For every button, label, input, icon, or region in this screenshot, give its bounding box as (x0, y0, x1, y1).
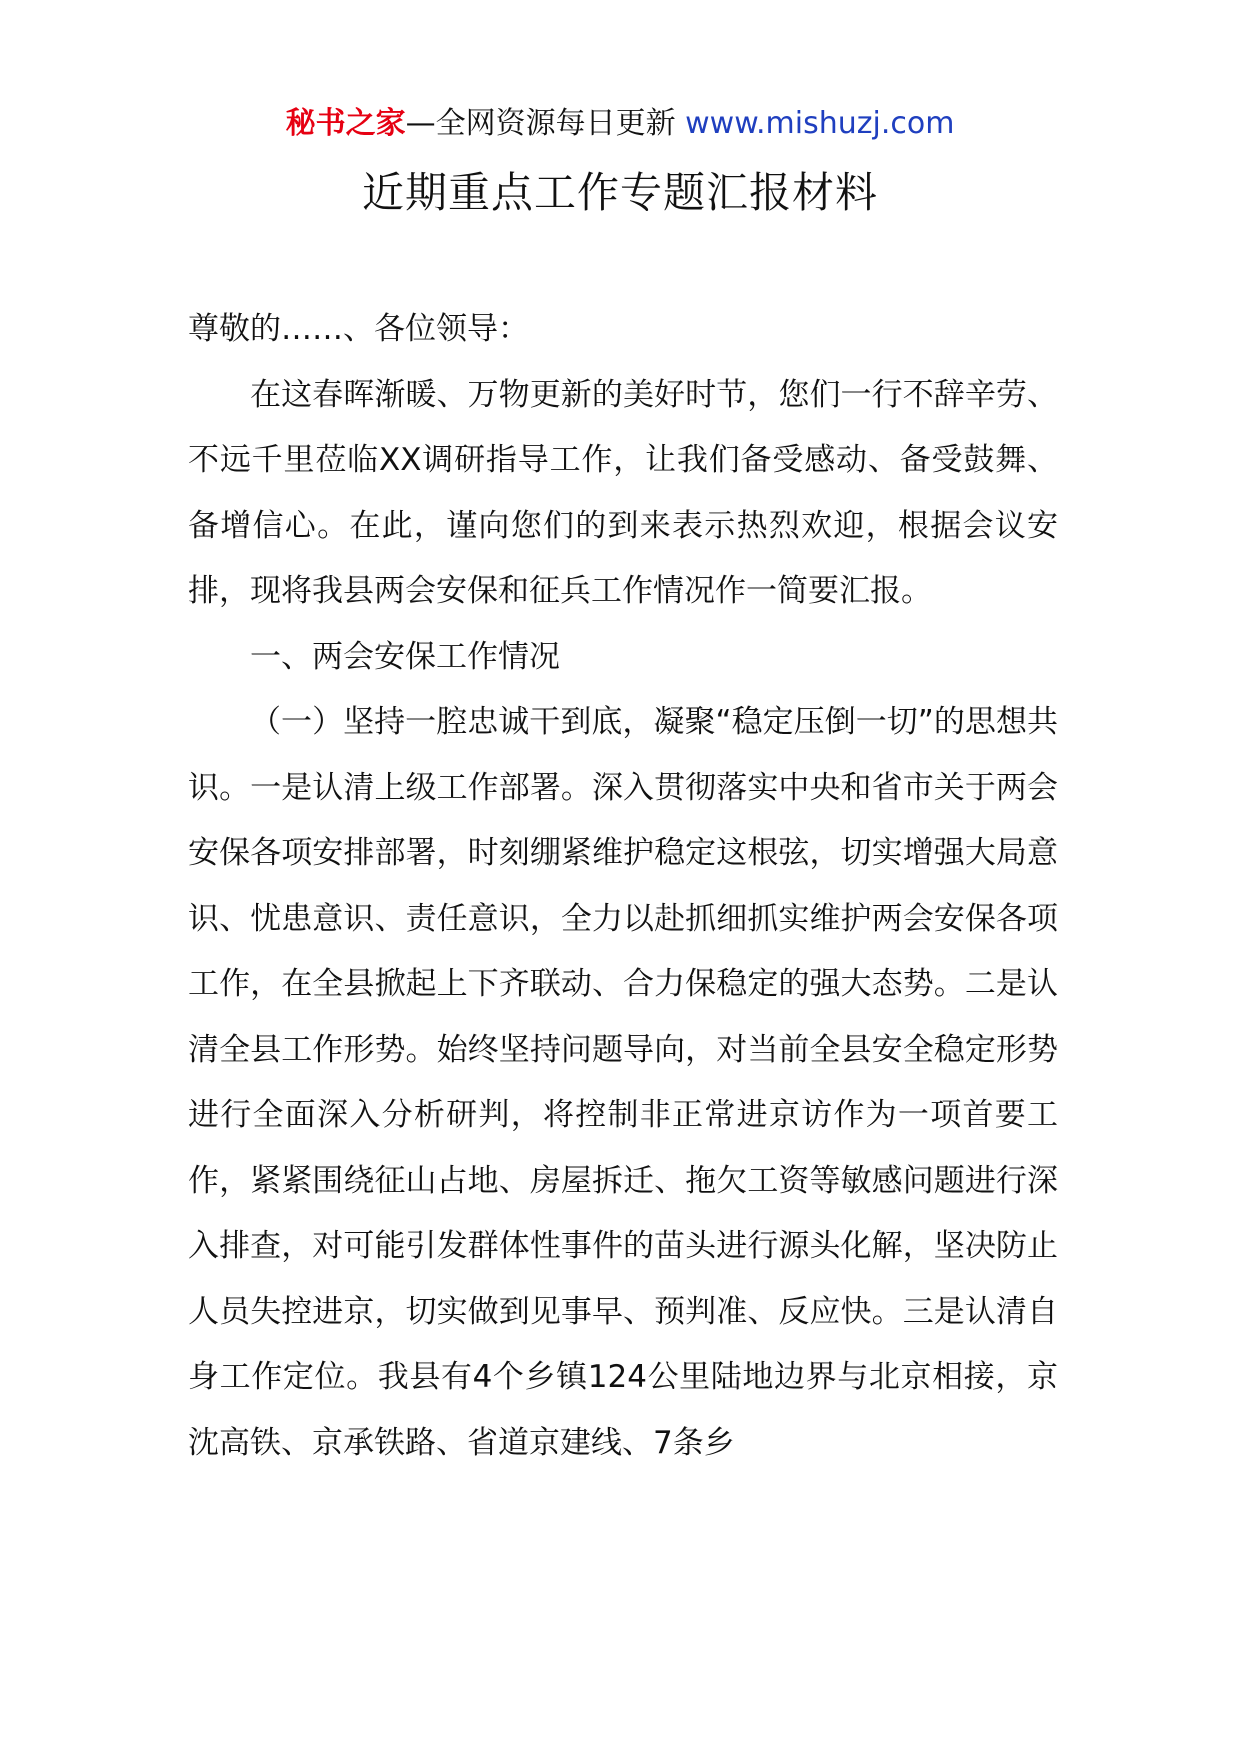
document-title: 近期重点工作专题汇报材料 (361, 168, 878, 217)
paragraph-section-1: （一）坚持一腔忠诚干到底，凝聚“稳定压倒一切”的思想共识。一是认清上级工作部署。深入贯彻落实中央和省市关于两会安保各项安排部署，时刻绷紧维护稳定这根弦，切实增强大局意识、忧患意识、责任意识，全力以赴抓细抓实维护两会安保各项工作，在全县掀起上下齐联动、合力保稳定的强大态势。二是认清全县工作形势。始终坚持问题导向，对当前全县安全稳定形势进行全面深入分析研判，将控制非正常进京访作为一项首要工作，紧紧围绕征山占地、房屋拆迁、拖欠工资等敏感问题进行深入排查，对可能引发群体性事件的苗头进行源头化解，坚决防止人员失控进京，切实做到见事早、预判准、反应快。三是认清自身工作定位。我县有4个乡镇124公里陆地边界与北京相接，京沈高铁、京承铁路、省道京建线、7条乡 (188, 704, 1058, 1461)
header-tagline: —全网资源每日更新 (405, 106, 676, 141)
site-header (0, 104, 1240, 144)
site-url-link[interactable]: www.mishuzj.com (685, 106, 955, 141)
salutation: 尊敬的……、各位领导： (188, 311, 529, 347)
paragraph-intro: 在这春晖渐暖、万物更新的美好时节，您们一行不辞辛劳、不远千里莅临XX调研指导工作，让我们备受感动、备受鼓舞、备增信心。在此，谨向您们的到来表示热烈欢迎，根据会议安排，现将我县两会安保和征兵工作情况作一简要汇报。 (188, 376, 1058, 609)
document-body (188, 297, 1058, 1476)
section-heading: 一、两会安保工作情况 (250, 638, 560, 675)
brand-name: 秘书之家 (285, 106, 406, 141)
